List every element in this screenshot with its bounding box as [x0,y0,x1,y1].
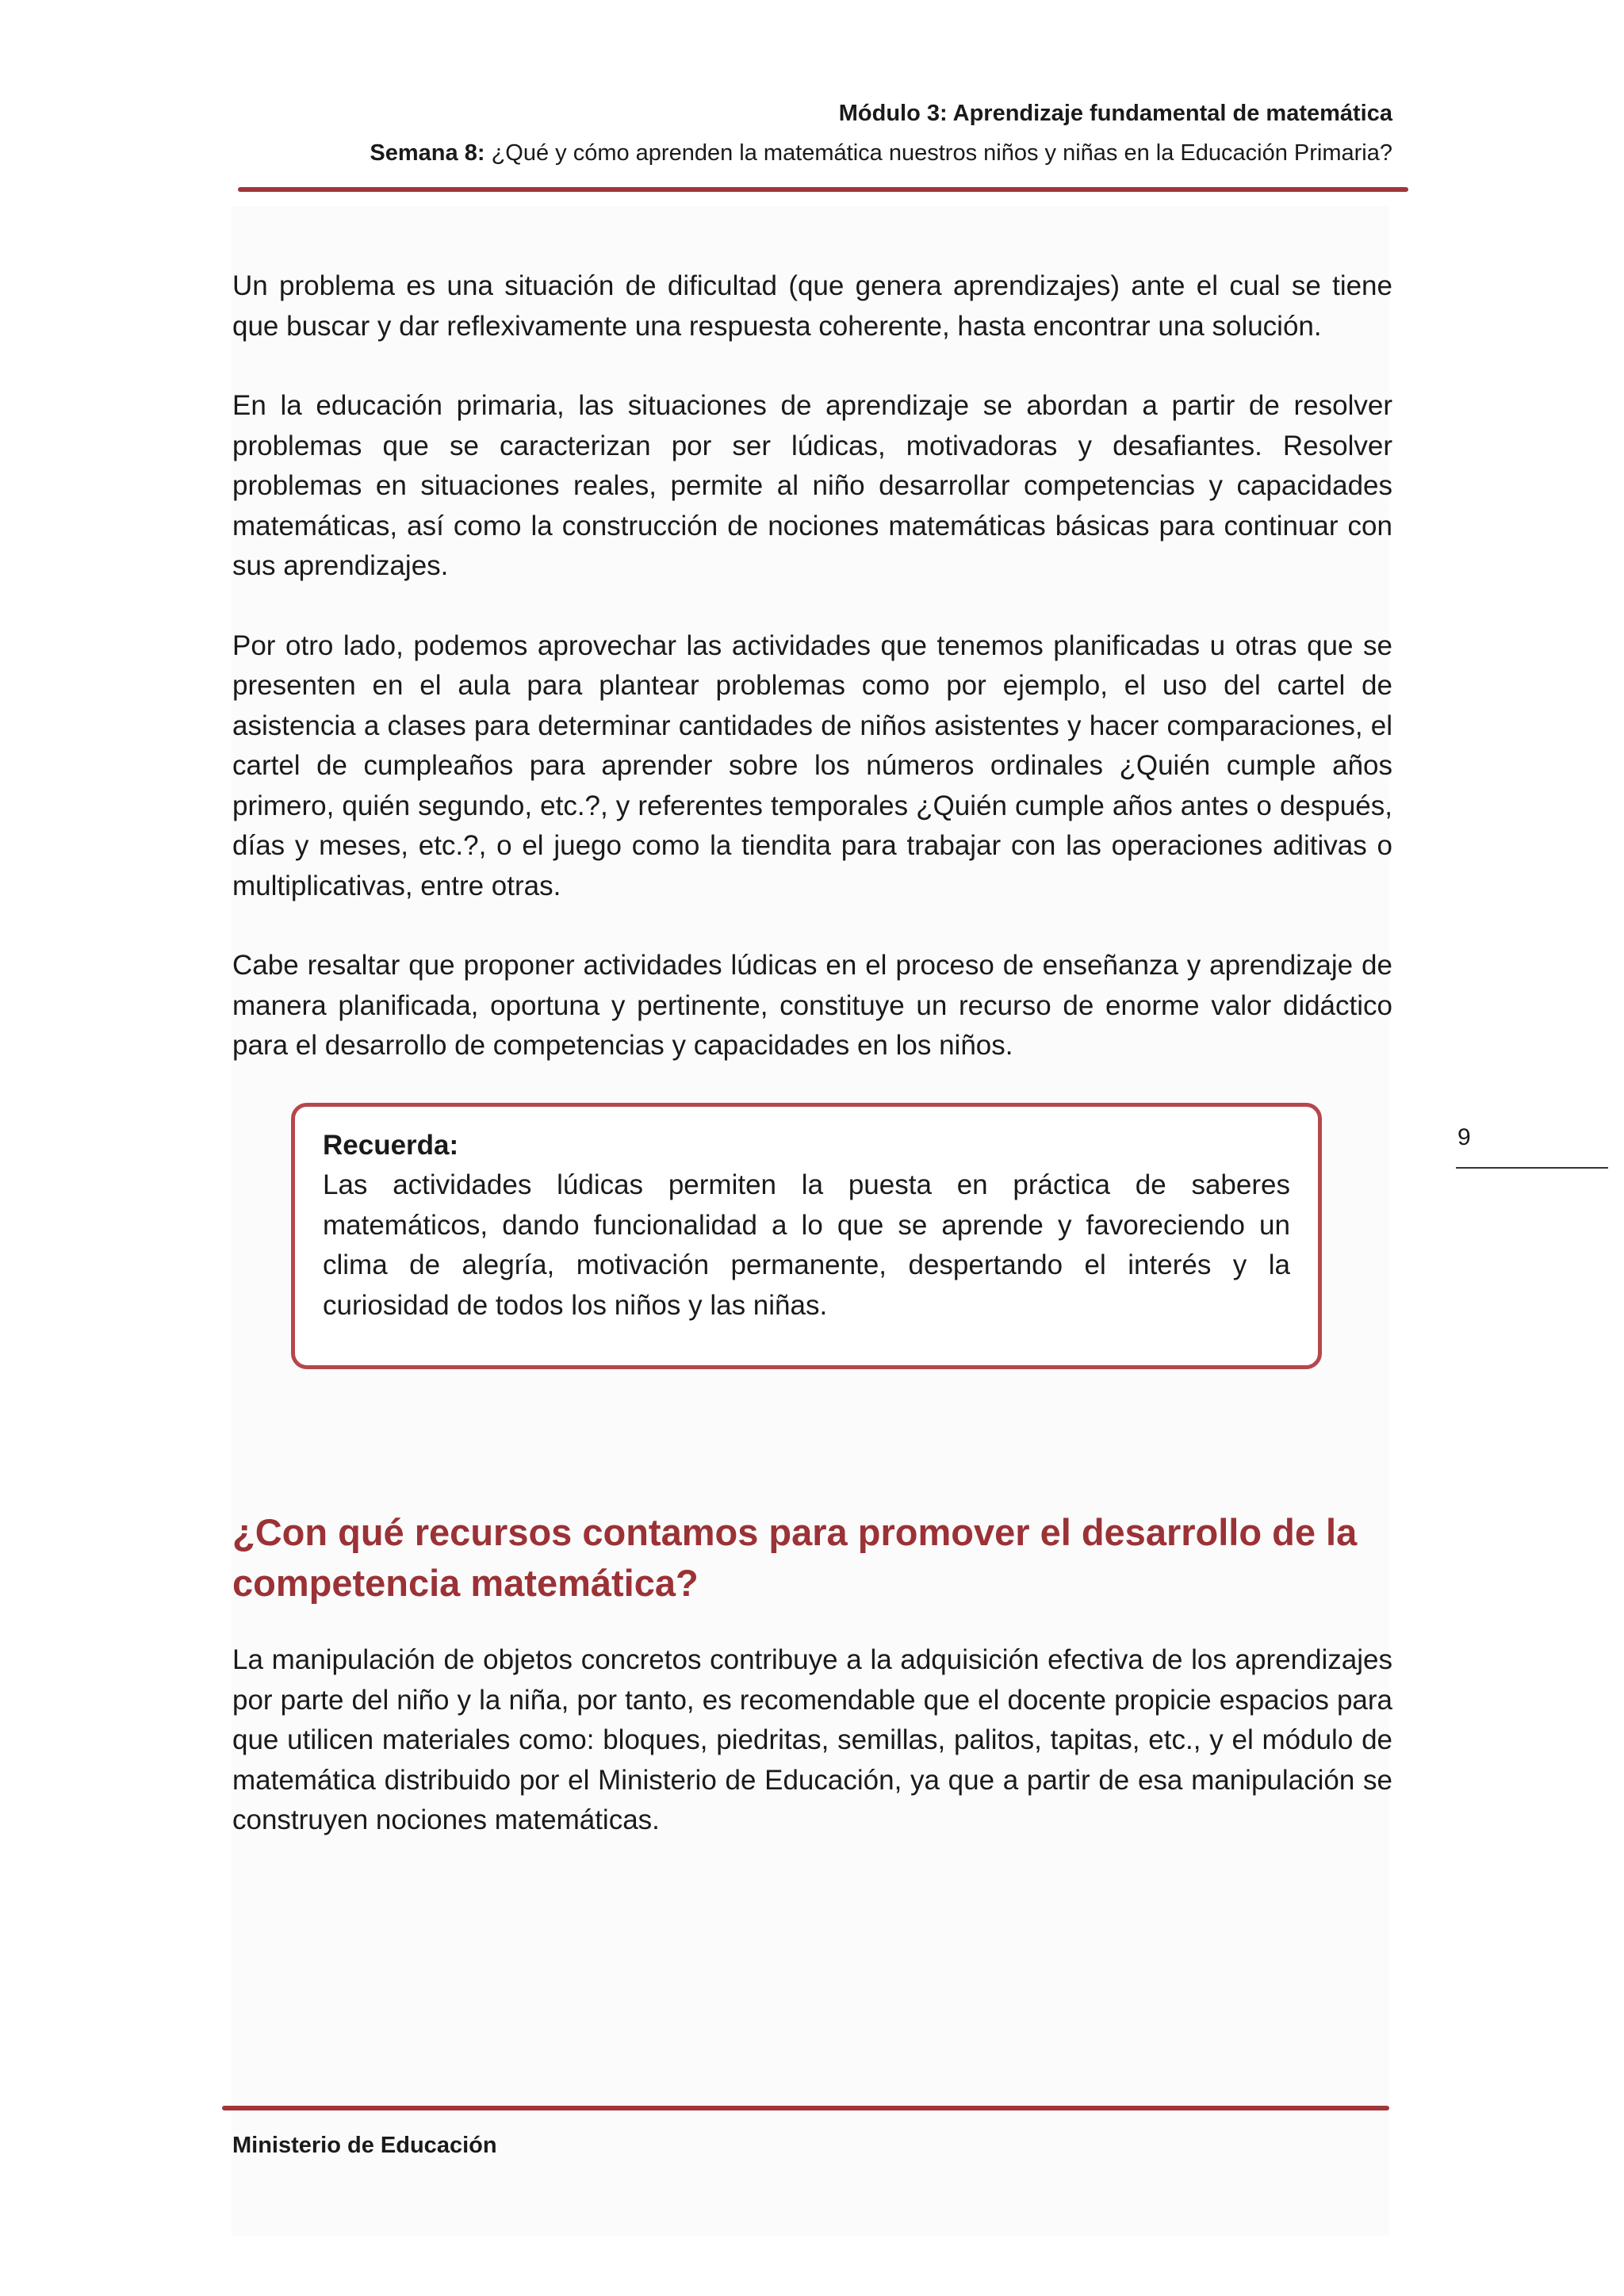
page-number-underline [1456,1167,1608,1169]
paragraph-playful-activities: Cabe resaltar que proponer actividades lúdicas en el proceso de enseñanza y aprendizaje de manera planificada, oportuna y pertinente, constituye un recurso de enorme valor didáctico para el desarrollo de competencias y capacidades en los niños. [232,950,1392,1061]
footer-divider [222,2106,1389,2110]
paragraph-resources: La manipulación de objetos concretos contribuye a la adquisición efectiva de los aprendizajes por parte del niño y la niña, por tanto, es recomendable que el docente propicie espacios para que utilicen materiales como: bloques, piedritas, semillas, palitos, tapitas, etc., y el módulo de matemática distribuido por el Ministerio de Educación, ya que a partir de esa manipulación se construyen nociones matemáticas. [232,1644,1392,1835]
footer-ministry: Ministerio de Educación [232,2133,497,2158]
week-title [370,133,1392,173]
paragraph-classroom-activities: Por otro lado, podemos aprovechar las actividades que tenemos planificadas u otras que se presenten en el aula para plantear problemas como por ejemplo, el uso del cartel de asistencia a clases para determinar cantidades de niños asistentes y hacer comparaciones, el cartel de cumpleaños para aprender sobre los números ordinales ¿Quién cumple años primero, quién segundo, etc.?, y referentes temporales ¿Quién cumple años antes o después, días y meses, etc.?, o el juego como la tiendita para trabajar con las operaciones aditivas o multiplicativas, entre otras. [232,629,1392,901]
week-label: Semana 8: [370,140,485,166]
week-subtitle: ¿Qué y cómo aprenden la matemática nuestros niños y niñas en la Educación Primaria? [491,140,1392,166]
main-content [232,266,1392,1881]
header-divider [238,187,1408,192]
callout-text: Las actividades lúdicas permiten la puesta en práctica de saberes matemáticos, dando funcionalidad a lo que se aprende y favoreciendo un clima de alegría, motivación permanente, despertando el interés y la curiosidad de todos los niños y las niñas. [323,1169,1290,1321]
callout-title: Recuerda: [323,1129,459,1161]
paragraph-problem-definition: Un problema es una situación de dificultad (que genera aprendizajes) ante el cual se tiene que buscar y dar reflexivamente una respuesta coherente, hasta encontrar una solución. [232,270,1392,342]
paragraph-primary-education: En la educación primaria, las situaciones de aprendizaje se abordan a partir de resolver problemas que se caracterizan por ser lúdicas, motivadoras y desafiantes. Resolver problemas en situaciones reales, permite al niño desarrollar competencias y capacidades matemáticas, así como la construcción de nociones matemáticas básicas para continuar con sus aprendizajes. [232,390,1392,581]
page-header [370,94,1392,173]
page-number: 9 [1457,1124,1471,1150]
module-title: Módulo 3: Aprendizaje fundamental de matemática [838,101,1392,126]
section-heading: ¿Con qué recursos contamos para promover el desarrollo de la competencia matemática? [232,1511,1358,1604]
remember-callout-box [291,1103,1322,1370]
